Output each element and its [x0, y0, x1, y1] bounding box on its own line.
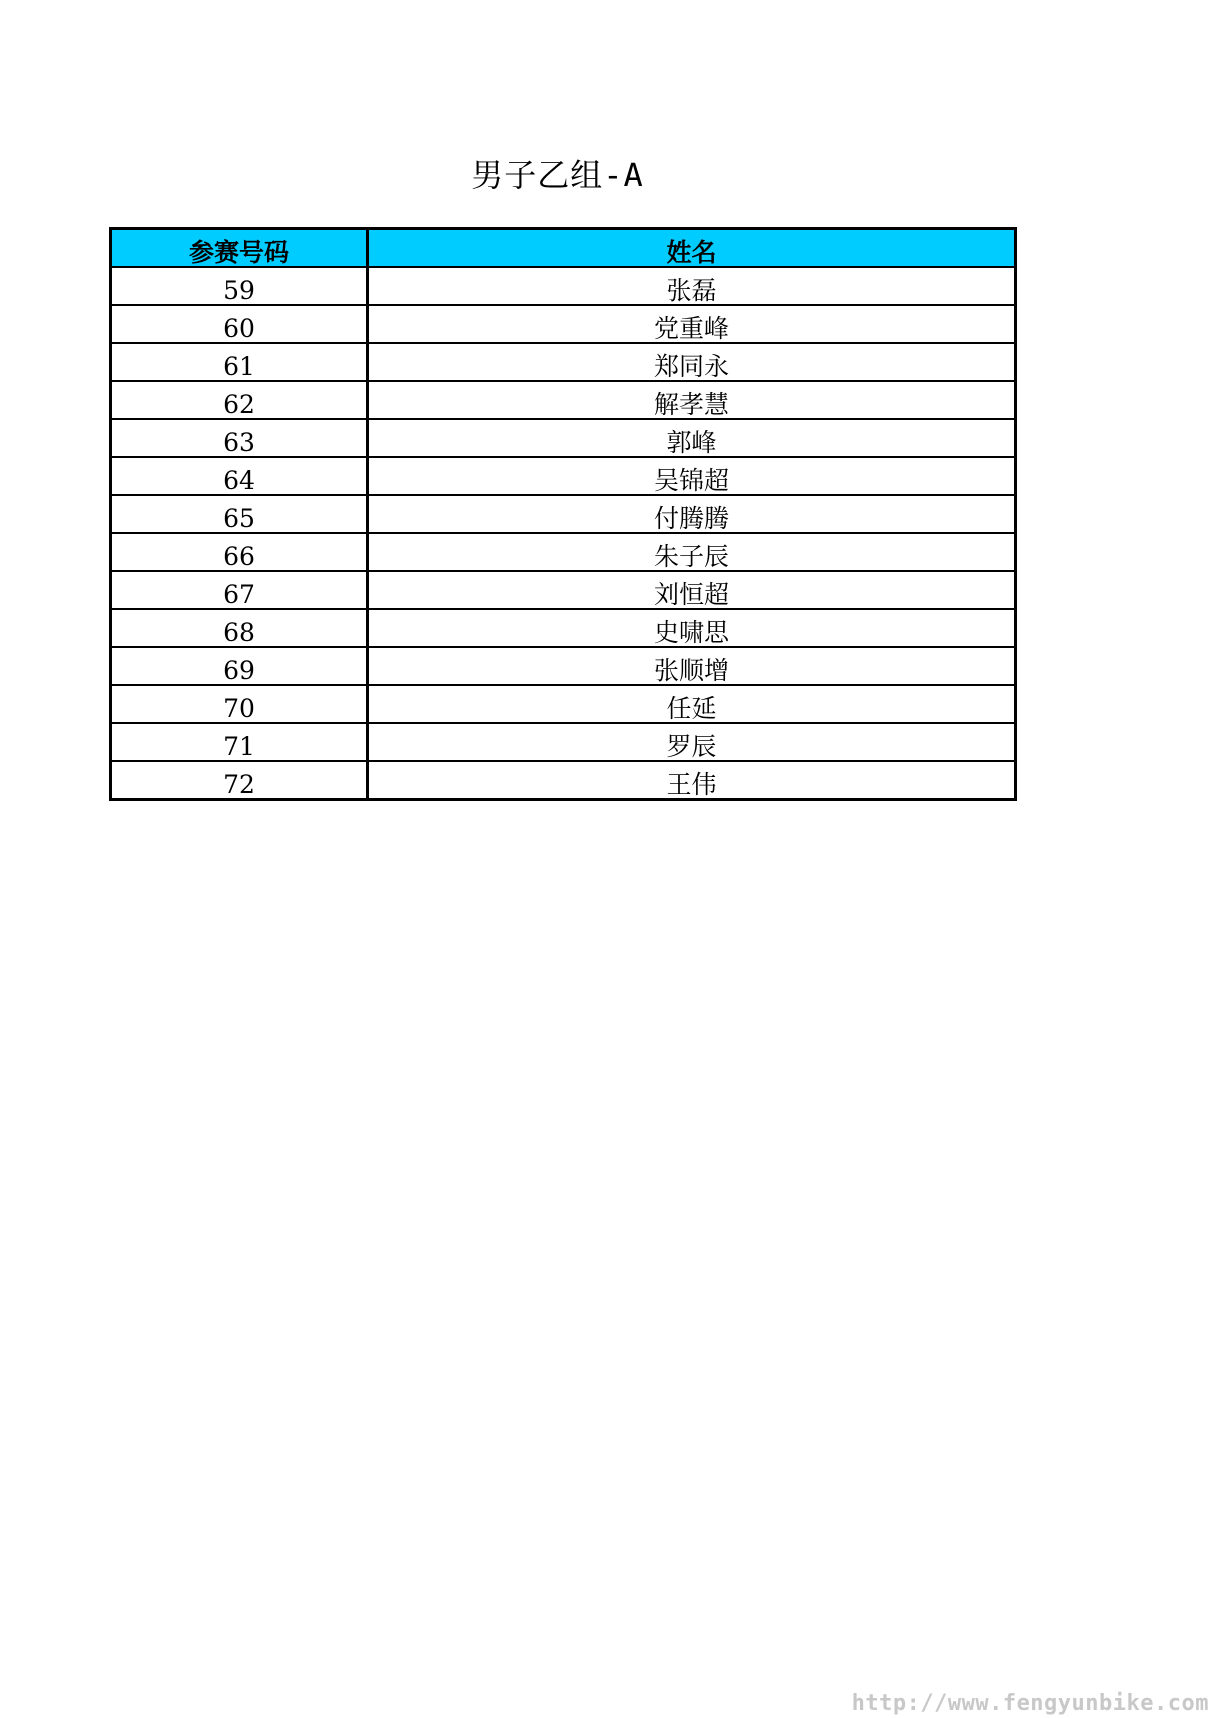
- athlete-name-cell: 郭峰: [368, 419, 1016, 457]
- roster-body: [111, 267, 1016, 800]
- roster-table: [109, 227, 1017, 801]
- table-row: [111, 609, 1016, 647]
- athlete-name-cell: 史啸思: [368, 609, 1016, 647]
- athlete-name-cell: 刘恒超: [368, 571, 1016, 609]
- race-number-cell: 67: [111, 571, 368, 609]
- watermark-url: http://www.fengyunbike.com: [851, 1691, 1209, 1716]
- table-row: [111, 343, 1016, 381]
- race-number-cell: 59: [111, 267, 368, 305]
- athlete-name-cell: 张顺增: [368, 647, 1016, 685]
- header-row: [111, 229, 1016, 268]
- table-row: [111, 305, 1016, 343]
- athlete-name-cell: 王伟: [368, 761, 1016, 800]
- race-number-cell: 62: [111, 381, 368, 419]
- table-row: [111, 647, 1016, 685]
- column-header-name: 姓名: [368, 229, 1016, 268]
- table-row: [111, 723, 1016, 761]
- athlete-name-cell: 罗辰: [368, 723, 1016, 761]
- race-number-cell: 60: [111, 305, 368, 343]
- table-row: [111, 685, 1016, 723]
- athlete-name-cell: 党重峰: [368, 305, 1016, 343]
- race-number-cell: 65: [111, 495, 368, 533]
- race-number-cell: 61: [111, 343, 368, 381]
- table-row: [111, 533, 1016, 571]
- athlete-name-cell: 张磊: [368, 267, 1016, 305]
- table-row: [111, 381, 1016, 419]
- race-number-cell: 66: [111, 533, 368, 571]
- table-row: [111, 267, 1016, 305]
- race-number-cell: 69: [111, 647, 368, 685]
- table-row: [111, 495, 1016, 533]
- athlete-name-cell: 任延: [368, 685, 1016, 723]
- table-row: [111, 419, 1016, 457]
- athlete-name-cell: 付腾腾: [368, 495, 1016, 533]
- race-number-cell: 72: [111, 761, 368, 800]
- table-row: [111, 571, 1016, 609]
- athlete-name-cell: 郑同永: [368, 343, 1016, 381]
- table-row: [111, 457, 1016, 495]
- table-row: [111, 761, 1016, 800]
- athlete-name-cell: 朱子辰: [368, 533, 1016, 571]
- column-header-number: 参赛号码: [111, 229, 368, 268]
- athlete-name-cell: 解孝慧: [368, 381, 1016, 419]
- race-number-cell: 70: [111, 685, 368, 723]
- race-number-cell: 68: [111, 609, 368, 647]
- race-number-cell: 71: [111, 723, 368, 761]
- athlete-name-cell: 吴锦超: [368, 457, 1016, 495]
- race-number-cell: 64: [111, 457, 368, 495]
- race-number-cell: 63: [111, 419, 368, 457]
- page-title: 男子乙组-A: [471, 156, 644, 194]
